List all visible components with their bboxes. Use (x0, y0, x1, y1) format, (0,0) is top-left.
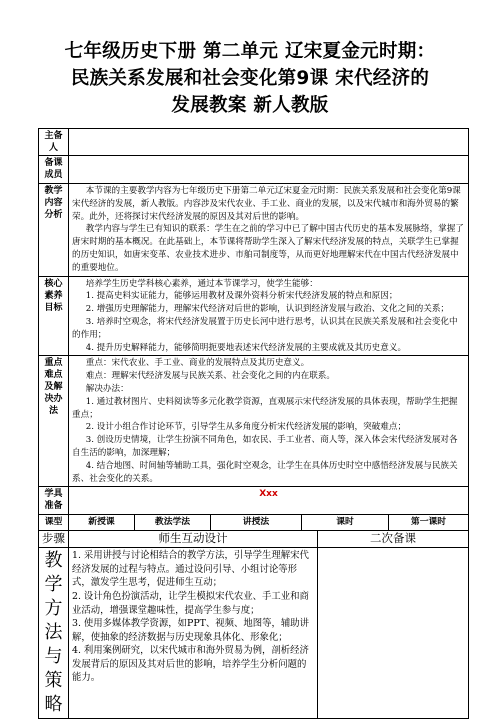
title-line-2: 民族关系发展和社会变化第9课 宋代经济的 (70, 68, 430, 89)
literacy-item: 培养学生历史学科核心素养，通过本节课学习，使学生能够： (85, 278, 318, 289)
method-label: 教法学法 (135, 515, 211, 531)
literacy-label: 核心素养目标 (39, 276, 69, 356)
second-prep-label: 二次备课 (318, 531, 469, 548)
title-line-1: 七年级历史下册 第二单元 辽宋夏金元时期： (64, 41, 436, 62)
key-item: 重点：宋代农业、手工业、商业的发展特点及其历史意义。 (85, 358, 310, 369)
speaker-label: 主备人 (39, 129, 69, 156)
literacy-cell (69, 276, 469, 356)
key-item: 解决办法： (85, 383, 129, 394)
teach-method-item: 4. 利用案例研究，以宋代城市和海外贸易为例，剖析经济发展背后的原因及其对后世的影响，培养学生分析问题的能力。 (72, 645, 309, 684)
steps-label: 步骤 (39, 531, 69, 548)
teach-method-cell (69, 548, 318, 719)
key-points-label: 重点难点及解决办法 (39, 356, 69, 487)
literacy-item: 4. 提升历史解释能力，能够简明扼要地表述宋代经济发展的主要成就及其历史意义。 (85, 342, 407, 353)
title-line-3: 发展教案 新人教版 (171, 95, 329, 116)
design-label: 师生互动设计 (69, 531, 318, 548)
analysis-cell (69, 184, 469, 277)
literacy-item: 1. 提高史料实证能力，能够运用教材及课外资料分析宋代经济发展的特点和原因； (85, 291, 398, 302)
literacy-item: 2. 增强历史理解能力，理解宋代经济对后世的影响，认识到经济发展与政治、文化之间的关系； (85, 304, 450, 315)
analysis-label: 教学内容分析 (39, 184, 69, 277)
second-prep-cell (318, 548, 469, 719)
key-item: 难点：理解宋代经济发展与民族关系、社会变化之间的内在联系。 (85, 371, 335, 382)
type-label: 课型 (39, 515, 69, 531)
prep-value: Xxx (69, 487, 469, 515)
members-label: 备课成员 (39, 156, 69, 184)
lesson-plan-table (38, 128, 469, 719)
teach-method-item: 3. 使用多媒体教学资源，如PPT、视频、地图等，辅助讲解，使抽象的经济数据与历史现象具体化、形象化； (72, 618, 310, 643)
analysis-paragraph-2: 教学内容与学生已有知识的联系：学生在之前的学习中已了解中国古代历史的基本发展脉络，掌握了唐宋时期的基本概况。在此基础上，本节课将帮助学生深入了解宋代经济发展的特点，关联学生已掌握的历史知识，如唐宋变革、农业技术进步、市舶司制度等，从而更好地理解宋代在中国古代经济发展中的重要地位。 (72, 224, 464, 273)
literacy-item: 3. 培养时空观念，将宋代经济发展置于历史长河中进行思考，认识其在民族关系发展和社会变化中的作用； (72, 316, 458, 340)
key-item: 1. 通过教材图片、史料阅读等多元化教学资源，直观展示宋代经济发展的具体表现，帮助学生把握重点； (72, 396, 458, 420)
key-item: 2. 设计小组合作讨论环节，引导学生从多角度分析宋代经济发展的影响，突破难点； (85, 422, 407, 433)
hours-label: 课时 (302, 515, 389, 531)
type-value: 新授课 (69, 515, 135, 531)
speaker-value (69, 129, 469, 156)
prep-label: 学具准备 (39, 487, 69, 515)
key-points-cell (69, 356, 469, 487)
hours-value: 第一课时 (389, 515, 469, 531)
teach-method-item: 1. 采用讲授与讨论相结合的教学方法，引导学生理解宋代经济发展的过程与特点。通过设问引导、小组讨论等形式，激发学生思考，促进师生互动； (72, 550, 309, 589)
key-item: 4. 结合地图、时间轴等辅助工具，强化时空观念，让学生在具体历史时空中感悟经济发展与民族关系、社会变化的关系。 (72, 460, 458, 484)
teach-method-item: 2. 设计角色扮演活动，让学生模拟宋代农业、手工业和商业活动，增强课堂趣味性，提高学生参与度； (72, 590, 309, 616)
analysis-paragraph-1: 本节课的主要教学内容为七年级历史下册第二单元辽宋夏金元时期：民族关系发展和社会变化第9课宋代经济的发展，新人教版。内容涉及宋代农业、手工业、商业的发展，以及宋代城市和海外贸易的繁荣。此外，还将探讨宋代经济发展的原因及其对后世的影响。 (72, 186, 461, 222)
teach-method-label: 教学方法与策略 (39, 548, 69, 719)
method-value: 讲授法 (211, 515, 302, 531)
members-value (69, 156, 469, 184)
document-title (20, 38, 480, 119)
key-item: 3. 创设历史情境，让学生扮演不同角色，如农民、手工业者、商人等，深入体会宋代经济发展对各自生活的影响，加深理解； (72, 435, 458, 458)
